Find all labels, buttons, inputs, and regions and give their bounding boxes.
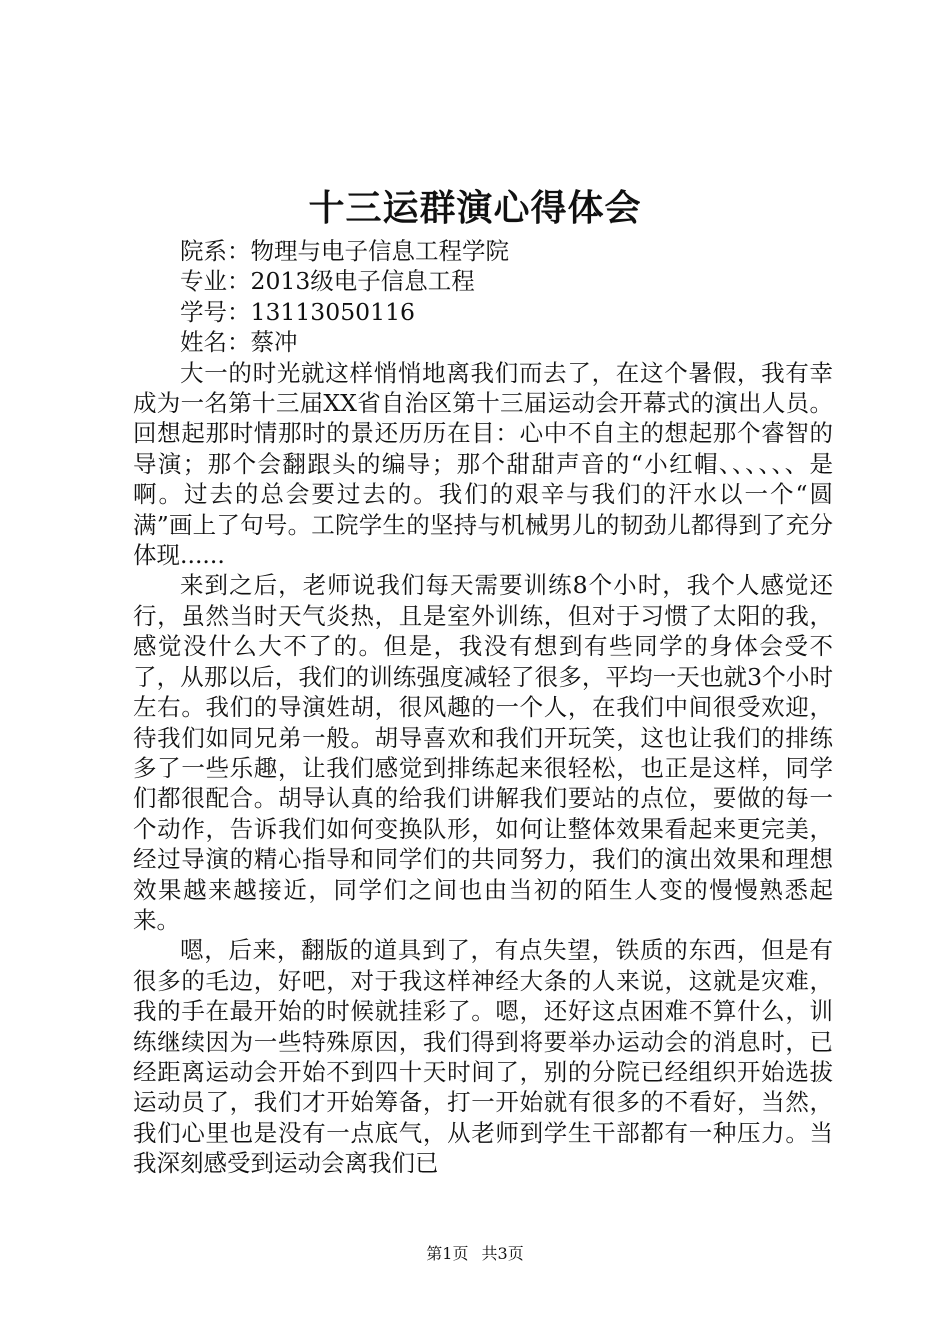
page-footer bbox=[0, 1243, 950, 1265]
student-id-line: 学号：13113050116 bbox=[180, 297, 415, 326]
department-line: 院系：物理与电子信息工程学院 bbox=[180, 237, 509, 265]
page-number: 第1页 bbox=[426, 1244, 469, 1263]
page-total: 共3页 bbox=[481, 1244, 524, 1263]
document-title: 十三运群演心得体会 bbox=[308, 187, 642, 229]
paragraph-3: 嗯，后来，翻版的道具到了，有点失望，铁质的东西，但是有很多的毛边，好吧，对于我这样神经大条的人来说，这就是灾难，我的手在最开始的时候就挂彩了。嗯，还好这点困难不算什么，训练继续因为一些特殊原因，我们得到将要举办运动会的消息时，已经距离运动会开始不到四十天时间了，别的分院已经组织开始选拔运动员了，我们才开始筹备，打一开始就有很多的不看好，当然，我们心里也是没有一点底气，从老师到学生干部都有一种压力。当我深刻感受到运动会离我们已 bbox=[133, 936, 833, 1178]
major-line: 专业：2013级电子信息工程 bbox=[180, 267, 475, 296]
document-body bbox=[133, 236, 833, 1179]
paragraph-2: 来到之后，老师说我们每天需要训练8个小时，我个人感觉还行，虽然当时天气炎热，且是室外训练，但对于习惯了太阳的我，感觉没什么大不了的。但是，我没有想到有些同学的身体会受不了，从那以后，我们的训练强度减轻了很多，平均一天也就3个小时左右。我们的导演姓胡，很风趣的一个人，在我们中间很受欢迎，待我们如同兄弟一般。胡导喜欢和我们开玩笑，这也让我们的排练多了一些乐趣，让我们感觉到排练起来很轻松，也正是这样，同学们都很配合。胡导认真的给我们讲解我们要站的点位，要做的每一个动作，告诉我们如何变换队形，如何让整体效果看起来更完美，经过导演的精心指导和同学们的共同努力，我们的演出效果和理想效果越来越接近，同学们之间也由当初的陌生人变的慢慢熟悉起来。 bbox=[133, 571, 833, 934]
paragraph-1: 大一的时光就这样悄悄地离我们而去了，在这个暑假，我有幸成为一名第十三届XX省自治区第十三届运动会开幕式的演出人员。回想起那时情那时的景还历历在目：心中不自主的想起那个睿智的导演；那个会翻跟头的编导；那个甜甜声音的“小红帽、、、、、、是啊。过去的总会要过去的。我们的艰辛与我们的汗水以一个“圆满”画上了句号。工院学生的坚持与机械男儿的韧劲儿都得到了充分体现...... bbox=[133, 358, 833, 570]
name-line: 姓名：蔡冲 bbox=[180, 328, 298, 357]
